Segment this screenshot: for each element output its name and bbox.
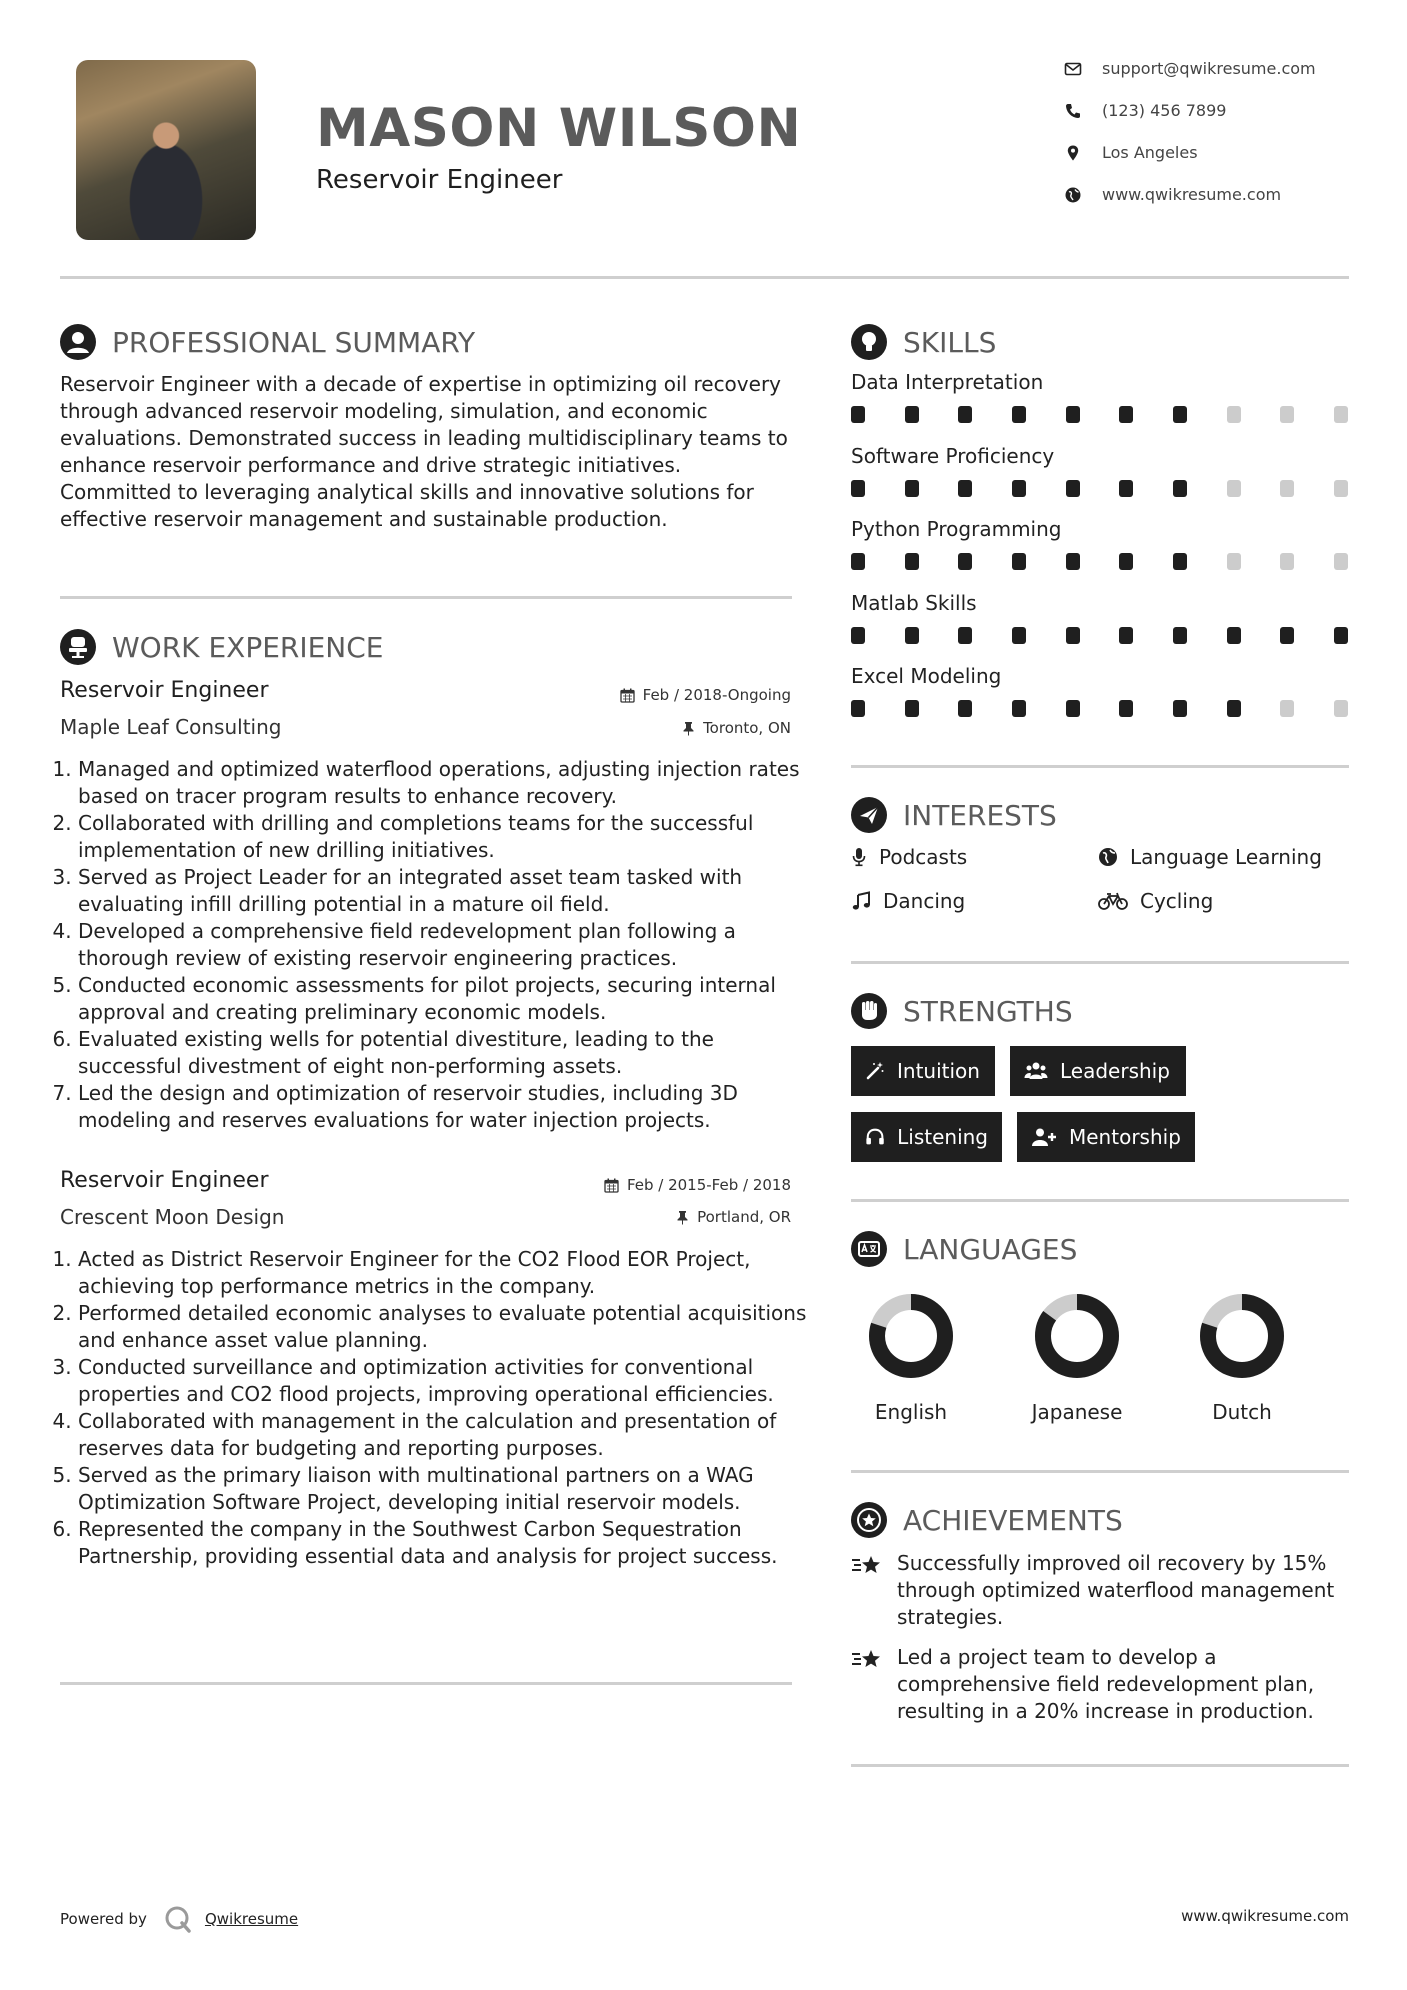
rating-dot-empty <box>1334 406 1348 423</box>
job-2-company: Crescent Moon Design <box>60 1205 285 1229</box>
candidate-role: Reservoir Engineer <box>316 165 563 195</box>
rating-dot-filled <box>958 480 972 497</box>
skill-name: Matlab Skills <box>851 590 977 615</box>
raised-fist-icon <box>851 993 887 1029</box>
interest-dancing <box>851 889 965 913</box>
rating-dot-filled <box>1012 406 1026 423</box>
rating-dot-filled <box>958 700 972 717</box>
rating-dot-filled <box>1012 627 1026 644</box>
header-divider <box>60 276 1349 279</box>
rating-dot-filled <box>1012 553 1026 570</box>
summary-divider <box>60 596 792 599</box>
rating-dot-filled <box>1119 406 1133 423</box>
job-2-duty: 2. Performed detailed economic analyses to evaluate potential acquisitions and enhance asset value planning. <box>78 1300 808 1354</box>
candidate-name: MASON WILSON <box>316 98 802 159</box>
rating-dot-filled <box>1119 627 1133 644</box>
rating-dot-filled <box>1173 480 1187 497</box>
rating-dot-filled <box>851 480 865 497</box>
headphones-icon <box>865 1127 885 1147</box>
strength-tag-mentorship <box>1017 1112 1195 1162</box>
strengths-heading <box>851 993 1073 1029</box>
users-icon <box>1024 1061 1048 1081</box>
language-name: Dutch <box>1212 1400 1272 1424</box>
language-name: English <box>874 1400 948 1424</box>
skill-rating <box>851 406 1348 423</box>
rating-dot-filled <box>1280 627 1294 644</box>
star-badge-icon <box>851 1502 887 1538</box>
interests-divider <box>851 961 1349 964</box>
language-item <box>1172 1292 1312 1424</box>
interest-language-learning <box>1098 845 1322 869</box>
job-1-duty: 1. Managed and optimized waterflood operations, adjusting injection rates based on tracer program results to enhance recovery. <box>78 756 808 810</box>
job-2-location-text: Portland, OR <box>697 1208 791 1226</box>
rating-dot-filled <box>905 700 919 717</box>
job-1-duty: 6. Evaluated existing wells for potential divestiture, leading to the successful divestment of eight non-performing assets. <box>78 1026 808 1080</box>
rating-dot-filled <box>958 553 972 570</box>
experience-title: WORK EXPERIENCE <box>112 630 384 664</box>
language-donut <box>841 1292 981 1388</box>
job-2-date-text: Feb / 2015-Feb / 2018 <box>626 1176 791 1194</box>
rating-dot-filled <box>1334 627 1348 644</box>
contact-website-text: www.qwikresume.com <box>1102 185 1282 204</box>
briefcase-chair-icon <box>60 629 96 665</box>
summary-text: Reservoir Engineer with a decade of expertise in optimizing oil recovery through advanced reservoir modeling, simulation, and economic evaluations. Demonstrated success in leading multidisciplinary teams to enhance reservoir performance and drive strategic initiatives. Committed to leveraging analytical skills and innovative solutions for effective reservoir management and sustainable production. <box>60 372 788 531</box>
languages-list <box>841 1292 1311 1432</box>
language-name: Japanese <box>1031 1400 1123 1424</box>
rating-dot-filled <box>851 700 865 717</box>
rating-dot-empty <box>1280 700 1294 717</box>
music-icon <box>851 891 871 911</box>
rating-dot-filled <box>1227 627 1241 644</box>
bicycle-icon <box>1098 891 1128 911</box>
job-1-duty: 4. Developed a comprehensive field redevelopment plan following a thorough review of existing reservoir engineering practices. <box>78 918 808 972</box>
brand-link[interactable]: Qwikresume <box>204 1910 299 1928</box>
interest-cycling <box>1098 889 1213 913</box>
skills-title: SKILLS <box>903 325 997 359</box>
rating-dot-filled <box>1119 553 1133 570</box>
interest-label: Cycling <box>1140 889 1214 913</box>
map-pin-icon <box>1064 144 1082 162</box>
rating-dot-filled <box>1119 700 1133 717</box>
language-item <box>841 1292 981 1424</box>
rating-dot-filled <box>958 627 972 644</box>
rating-dot-empty <box>1227 480 1241 497</box>
rating-dot-filled <box>905 406 919 423</box>
summary-title: PROFESSIONAL SUMMARY <box>112 325 476 359</box>
globe-icon <box>1098 847 1118 867</box>
strength-label: Intuition <box>897 1059 980 1083</box>
job-2-duty: 1. Acted as District Reservoir Engineer for the CO2 Flood EOR Project, achieving top performance metrics in the company. <box>78 1246 808 1300</box>
lightbulb-icon <box>851 324 887 360</box>
skill-name: Software Proficiency <box>851 443 1055 468</box>
skill-rating <box>851 627 1348 644</box>
strength-tag-listening <box>851 1112 1002 1162</box>
job-1-date <box>491 686 791 704</box>
calendar-icon <box>620 688 635 703</box>
interests-title: INTERESTS <box>903 798 1057 832</box>
job-1-location <box>491 719 791 737</box>
rating-dot-empty <box>1334 700 1348 717</box>
rating-dot-filled <box>1173 700 1187 717</box>
achievements-divider <box>851 1764 1349 1767</box>
rating-dot-empty <box>1334 480 1348 497</box>
footer-website[interactable]: www.qwikresume.com <box>1181 1907 1349 1925</box>
rating-dot-empty <box>1334 553 1348 570</box>
skill-rating <box>851 700 1348 717</box>
strength-label: Listening <box>897 1125 988 1149</box>
calendar-icon <box>604 1178 619 1193</box>
contact-website[interactable] <box>1064 185 1281 204</box>
rating-dot-filled <box>1066 700 1080 717</box>
job-1-duties <box>60 756 808 1134</box>
job-2-location <box>491 1208 791 1226</box>
languages-heading <box>851 1231 1077 1267</box>
achievement-text: Led a project team to develop a comprehensive field redevelopment plan, resulting in a 20% increase in production. <box>897 1645 1315 1723</box>
rating-dot-filled <box>1066 553 1080 570</box>
user-circle-icon <box>60 324 96 360</box>
globe-icon <box>1064 186 1082 204</box>
contact-location <box>1064 143 1198 162</box>
job-2-duty: 4. Collaborated with management in the calculation and presentation of reserves data for budgeting and reporting purposes. <box>78 1408 808 1462</box>
interest-label: Podcasts <box>879 845 968 869</box>
envelope-icon <box>1064 60 1082 78</box>
achievement-item <box>851 1644 1349 1725</box>
strengths-divider <box>851 1199 1349 1202</box>
skills-list <box>851 370 1351 738</box>
rating-dot-empty <box>1280 480 1294 497</box>
achievements-title: ACHIEVEMENTS <box>903 1503 1123 1537</box>
strength-tag-leadership <box>1010 1046 1186 1096</box>
magic-wand-icon <box>865 1061 885 1081</box>
skills-divider <box>851 765 1349 768</box>
job-1-title: Reservoir Engineer <box>60 678 269 703</box>
achievements-heading <box>851 1502 1123 1538</box>
rating-dot-filled <box>1173 553 1187 570</box>
pushpin-icon <box>676 1210 689 1225</box>
job-1-location-text: Toronto, ON <box>703 719 791 737</box>
rating-dot-filled <box>1012 700 1026 717</box>
skill-rating <box>851 553 1348 570</box>
languages-title: LANGUAGES <box>903 1232 1078 1266</box>
skill-name: Data Interpretation <box>851 370 1044 394</box>
job-2-duty: 3. Conducted surveillance and optimization activities for conventional properties and CO2 flood projects, improving operational efficiencies. <box>78 1354 808 1408</box>
shooting-star-icon <box>851 1552 883 1578</box>
skill-row <box>851 664 1351 738</box>
contact-location-text: Los Angeles <box>1102 143 1198 162</box>
pushpin-icon <box>682 721 695 736</box>
achievement-item <box>851 1550 1349 1631</box>
rating-dot-filled <box>905 553 919 570</box>
job-2-title: Reservoir Engineer <box>60 1168 269 1193</box>
rating-dot-filled <box>958 406 972 423</box>
job-1-date-text: Feb / 2018-Ongoing <box>642 686 791 704</box>
job-1-company: Maple Leaf Consulting <box>60 715 282 739</box>
summary-heading <box>60 324 475 360</box>
rating-dot-empty <box>1227 406 1241 423</box>
strength-tag-intuition <box>851 1046 995 1096</box>
contact-phone[interactable] <box>1064 101 1226 120</box>
job-1-duty: 5. Conducted economic assessments for pilot projects, securing internal approval and creating preliminary economic models. <box>78 972 808 1026</box>
rating-dot-filled <box>1227 700 1241 717</box>
user-plus-icon <box>1031 1127 1057 1147</box>
phone-icon <box>1064 102 1082 120</box>
strength-label: Mentorship <box>1069 1125 1181 1149</box>
skill-row <box>851 444 1351 518</box>
job-1-duty: 3. Served as Project Leader for an integrated asset team tasked with evaluating infill drilling potential in a mature oil field. <box>78 864 808 918</box>
rating-dot-filled <box>905 480 919 497</box>
job-2-duties <box>60 1246 808 1570</box>
translate-icon <box>851 1231 887 1267</box>
language-item <box>1007 1292 1147 1424</box>
job-2-date <box>491 1176 791 1194</box>
rating-dot-filled <box>851 553 865 570</box>
job-1-duty: 7. Led the design and optimization of reservoir studies, including 3D modeling and reserves evaluations for water injection projects. <box>78 1080 808 1134</box>
interest-label: Language Learning <box>1130 845 1322 869</box>
skill-row <box>851 517 1351 591</box>
rating-dot-filled <box>1012 480 1026 497</box>
skill-row <box>851 370 1351 444</box>
skill-name: Excel Modeling <box>851 664 1002 688</box>
rating-dot-filled <box>1066 627 1080 644</box>
rating-dot-empty <box>1280 406 1294 423</box>
skill-name: Python Programming <box>851 517 1062 541</box>
microphone-icon <box>851 847 867 867</box>
paper-plane-icon <box>851 797 887 833</box>
skill-row <box>851 591 1351 665</box>
rating-dot-filled <box>1066 406 1080 423</box>
rating-dot-filled <box>1173 406 1187 423</box>
contact-email-text: support@qwikresume.com <box>1102 59 1316 78</box>
strengths-title: STRENGTHS <box>903 994 1073 1028</box>
footer-powered-by <box>60 1904 298 1934</box>
experience-divider <box>60 1682 792 1685</box>
profile-photo <box>76 60 256 240</box>
powered-by-text: Powered by <box>60 1910 147 1928</box>
job-2-duty: 6. Represented the company in the Southwest Carbon Sequestration Partnership, providing essential data and analysis for project success. <box>78 1516 808 1570</box>
contact-phone-text: (123) 456 7899 <box>1102 101 1227 120</box>
strength-label: Leadership <box>1060 1059 1170 1083</box>
rating-dot-filled <box>905 627 919 644</box>
job-1-duty: 2. Collaborated with drilling and completions teams for the successful implementation of new drilling initiatives. <box>78 810 808 864</box>
qwikresume-logo-icon <box>163 1904 193 1934</box>
contact-email[interactable] <box>1064 59 1316 78</box>
skill-rating <box>851 480 1348 497</box>
interest-podcasts <box>851 845 967 869</box>
rating-dot-filled <box>1173 627 1187 644</box>
rating-dot-empty <box>1227 553 1241 570</box>
interest-label: Dancing <box>883 889 966 913</box>
achievement-text: Successfully improved oil recovery by 15% through optimized waterflood management strategies. <box>897 1551 1335 1629</box>
job-2-duty: 5. Served as the primary liaison with multinational partners on a WAG Optimization Software Project, developing initial reservoir models. <box>78 1462 808 1516</box>
language-donut <box>1007 1292 1147 1388</box>
rating-dot-filled <box>851 627 865 644</box>
shooting-star-icon <box>851 1646 883 1672</box>
interests-heading <box>851 797 1057 833</box>
rating-dot-filled <box>851 406 865 423</box>
rating-dot-filled <box>1066 480 1080 497</box>
experience-heading <box>60 629 383 665</box>
rating-dot-empty <box>1280 553 1294 570</box>
rating-dot-filled <box>1119 480 1133 497</box>
language-donut <box>1172 1292 1312 1388</box>
languages-divider <box>851 1470 1349 1473</box>
skills-heading <box>851 324 996 360</box>
